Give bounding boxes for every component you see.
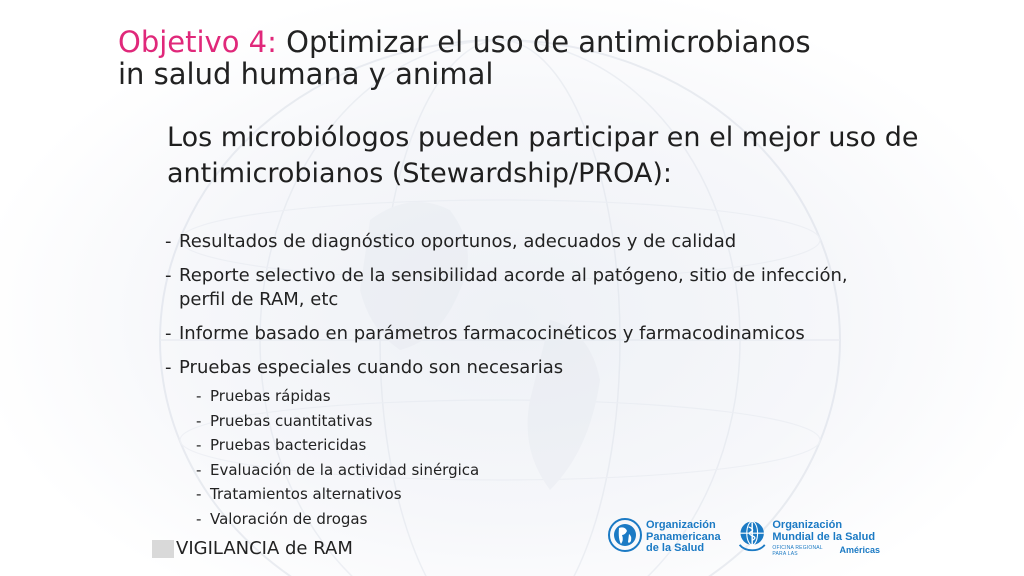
list-item (196, 509, 479, 534)
who-emblem-icon (736, 516, 768, 554)
sub-bullet-dash: - (196, 411, 202, 430)
sub-bullet-dash: - (196, 436, 202, 454)
title-main: Optimizar el uso de antimicrobianos (286, 25, 811, 59)
placeholder-box (152, 540, 174, 558)
sub-bullet-dash: - (196, 509, 202, 528)
paho-logo (608, 516, 721, 555)
sub-bullet-dash: - (196, 387, 202, 405)
bullet-text: Resultados de diagnóstico oportunos, adecuados y de calidad (179, 231, 737, 252)
intro-text (167, 120, 967, 192)
title-line-2: in salud humana y animal (118, 57, 494, 91)
paho-name-line-3: de la Salud (646, 542, 705, 554)
who-region: Américas (839, 545, 880, 556)
title-prefix: Objetivo 4: (118, 25, 277, 59)
bullet-dash: - (165, 323, 172, 344)
paho-emblem-icon (608, 516, 642, 554)
bullet-text: Pruebas especiales cuando son necesarias (179, 357, 564, 378)
bullet-dash: - (165, 265, 172, 286)
list-item (196, 411, 479, 436)
sub-bullet-dash: - (196, 485, 202, 503)
list-item (165, 230, 925, 254)
who-name-line-1: Organización (772, 519, 843, 531)
list-item (196, 435, 479, 460)
sub-bullet-text: Pruebas cuantitativas (210, 411, 373, 430)
sub-bullet-text: Evaluación de la actividad sinérgica (210, 460, 480, 479)
list-item (196, 460, 479, 485)
bullet-text: Reporte selectivo de la sensibilidad acorde al patógeno, sitio de infección, perfil de RAM, etc (179, 265, 848, 310)
paho-name-line-1: Organización (646, 519, 716, 531)
sub-bullet-text: Valoración de drogas (210, 509, 368, 528)
slide-title (118, 26, 811, 90)
who-name-line-2: Mundial de la Salud (772, 530, 876, 543)
paho-name-line-2: Panamericana (646, 530, 721, 543)
who-logo (736, 516, 880, 557)
bullet-text: Informe basado en parámetros farmacocinéticos y farmacodinamicos (179, 323, 805, 344)
sub-bullet-text: Pruebas bactericidas (210, 436, 367, 454)
logos (608, 516, 880, 566)
vigilancia-text: VIGILANCIA de RAM (176, 538, 353, 559)
list-item (165, 264, 925, 312)
vigilancia-heading (152, 538, 353, 559)
list-item (165, 356, 925, 380)
list-item (165, 322, 925, 346)
bullet-list (165, 230, 925, 390)
who-regional-office: OFICINA REGIONAL PARA LAS (772, 545, 823, 557)
sub-bullet-text: Pruebas rápidas (210, 387, 331, 405)
intro-line-2: antimicrobianos (Stewardship/PROA): (167, 158, 672, 189)
list-item (196, 386, 479, 411)
bullet-dash: - (165, 231, 172, 252)
list-item (196, 484, 479, 509)
title-line-1 (118, 26, 811, 58)
intro-line-1: Los microbiólogos pueden participar en el mejor uso de (167, 122, 919, 153)
sub-bullet-list (196, 386, 479, 533)
bullet-dash: - (165, 357, 172, 378)
sub-bullet-text: Tratamientos alternativos (210, 485, 402, 503)
sub-bullet-dash: - (196, 460, 202, 479)
